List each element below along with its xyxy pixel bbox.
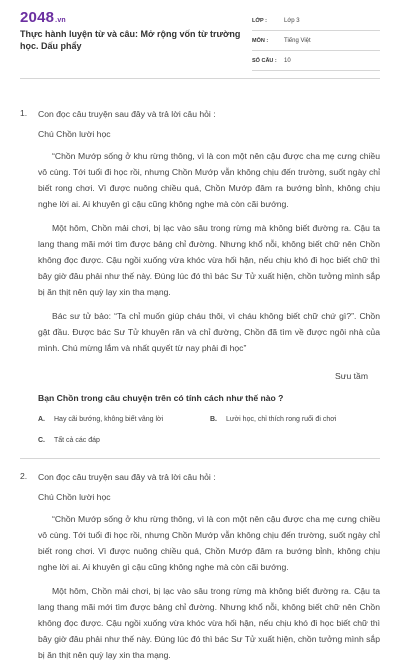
story-source: Sưu tầm [335,371,368,381]
answer-option-a[interactable] [38,416,210,423]
meta-row-count [252,51,380,71]
option-letter: A. [38,416,45,423]
option-text: Hay cãi bướng, không biết vâng lời [54,416,164,423]
meta-value-class: Lớp 3 [284,17,300,24]
meta-row-class [252,11,380,31]
option-letter: B. [210,416,217,423]
answer-option-c[interactable] [38,437,210,444]
option-text: Tất cả các đáp [54,437,100,444]
question-prompt: Con đọc câu truyện sau đây và trả lời câu hỏi : [38,472,216,482]
meta-label-class: LỚP : [252,17,267,24]
answer-row [38,437,380,444]
document-title: Thực hành luyện từ và câu: Mở rộng vốn từ trường học. Dấu phẩy [20,29,241,51]
meta-row-subject [252,31,380,51]
question-divider [20,458,380,459]
header-divider [20,78,380,79]
answer-row [38,416,380,423]
meta-label-count: SỐ CÂU : [252,57,277,64]
answer-option-b[interactable] [210,416,336,423]
brand-suffix: .vn [55,17,66,24]
story-paragraph: Bác sư tử bảo: “Ta chỉ muốn giúp cháu thôi, vì cháu không biết chữ chứ gì?”. Chồn gật đầu. Được bác Sư Tử khuyên răn và chỉ đường, Chồn đã tìm về được ngôi nhà của mình. Chú mừng lắm và nhất quyết từ nay phải đi học” [38,311,380,353]
question-list [20,108,380,671]
question-body [38,108,380,459]
question-number: 1. [20,108,28,118]
brand-name: 2048 [20,9,55,26]
meta-label-subject: MÔN : [252,37,269,44]
question-2 [20,471,380,663]
meta-value-count: 10 [284,57,291,64]
meta-table [252,11,380,71]
story-paragraph: “Chồn Mướp sống ở khu rừng thông, vì là con một nên cậu được cha mẹ cưng chiều vô cùng. Tới tuổi đi học rồi, nhưng Chồn Mướp vẫn không chịu đến trường, suốt ngày chỉ biết rong chơi. Vì được nuông chiều quá, Chồn Mướp đâm ra bướng bỉnh, không chịu nghe lời ai. Ai khuyên gì cậu cũng không nghe mà còn cãi bướng. [38,151,380,209]
question-text: Bạn Chồn trong câu chuyện trên có tính cách như thế nào ? [38,393,284,403]
question-body [38,471,380,663]
story-paragraph: “Chồn Mướp sống ở khu rừng thông, vì là con một nên cậu được cha mẹ cưng chiều vô cùng. Tới tuổi đi học rồi, nhưng Chồn Mướp vẫn không chịu đến trường, suốt ngày chỉ biết rong chơi. Vì được nuông chiều quá, Chồn Mướp đâm ra bướng bỉnh, không chịu nghe lời ai. Ai khuyên gì cậu cũng không nghe mà còn cãi bướng. [38,514,380,572]
story-paragraph: Một hôm, Chồn mải chơi, bị lạc vào sâu trong rừng mà không biết đường ra. Cậu ta lang thang mãi mới tìm được bảng chỉ đường. Nhưng khổ nỗi, không biết chữ nên Chồn không đọc được. Cậu ngồi xuống vừa khóc vừa hối hận, nếu chịu khó đi học biết chữ thì bây giờ đâu phải như thế này. Đúng lúc đó thì bác Sư Tử xuất hiện, chồn tưởng mình sắp bị ăn thịt nên quỳ lạy xin tha mạng. [38,586,380,660]
question-1 [20,108,380,459]
page-header [0,0,400,78]
story-title: Chú Chồn lười học [38,492,111,502]
meta-value-subject: Tiếng Việt [284,37,311,44]
question-number: 2. [20,471,28,481]
story-title: Chú Chồn lười học [38,129,111,139]
story-paragraph: Một hôm, Chồn mải chơi, bị lạc vào sâu trong rừng mà không biết đường ra. Cậu ta lang thang mãi mới tìm được bảng chỉ đường. Nhưng khổ nỗi, không biết chữ nên Chồn không đọc được. Cậu ngồi xuống vừa khóc vừa hối hận, nếu chịu khó đi học biết chữ thì bây giờ đâu phải như thế này. Đúng lúc đó thì bác Sư Tử xuất hiện, chồn tưởng mình sắp bị ăn thịt nên quỳ lạy xin tha mạng. [38,223,380,297]
option-letter: C. [38,437,45,444]
option-text: Lười học, chỉ thích rong ruổi đi chơi [226,416,337,423]
question-prompt: Con đọc câu truyện sau đây và trả lời câu hỏi : [38,109,216,119]
brand-logo[interactable] [20,9,66,26]
